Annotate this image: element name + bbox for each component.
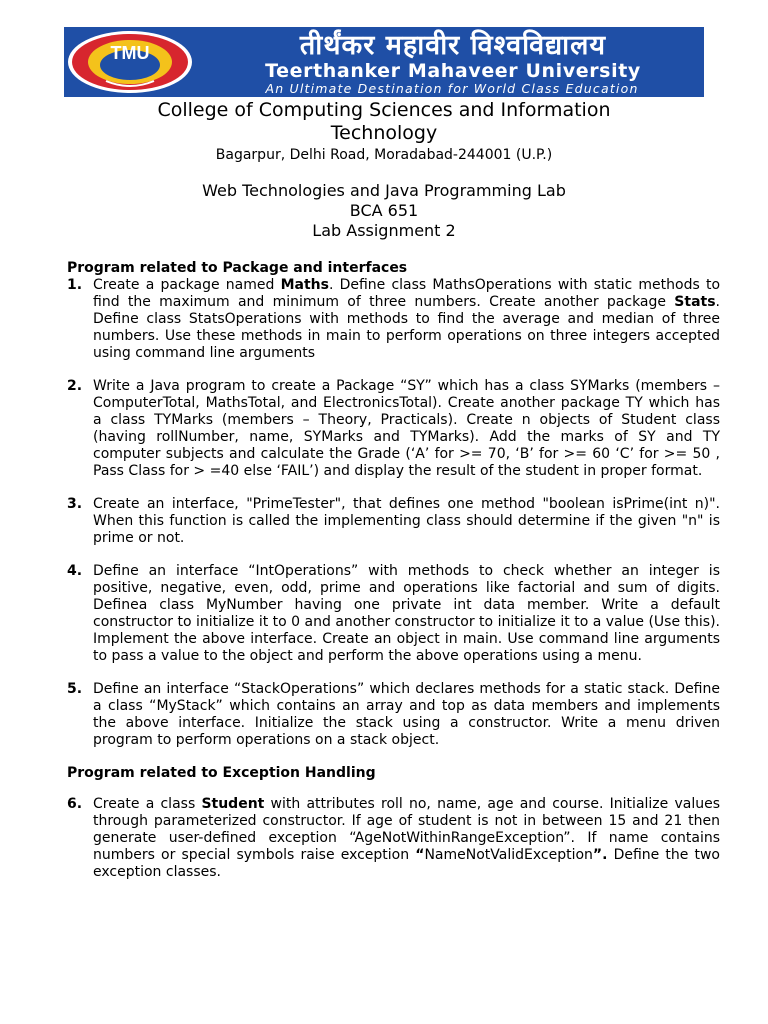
question-number: 2.	[67, 378, 83, 394]
question-text: Write a Java program to create a Package “SY” which has a class SYMarks (members – ComputerTotal, MathsTotal, and ElectronicsTotal). Create another package TY which has a class TYMarks (members – Theory, Practicals). Create n objects of Student class (having rollNumber, name, SYMarks and TYMarks). Add the marks of SY and TY computer subjects and calculate the Grade (‘A’ for >= 70, ‘B’ for >= 60 ‘C’ for >= 50 , Pass Class for > =40 else ‘FAIL’) and display the result of the student in proper format.	[93, 378, 720, 479]
assignment-content	[67, 260, 720, 881]
university-tagline: An Ultimate Destination for World Class Education	[265, 81, 639, 96]
college-address: Bagarpur, Delhi Road, Moradabad-244001 (U.P.)	[215, 147, 553, 163]
svg-text:TMU: TMU	[110, 43, 150, 63]
course-name: Web Technologies and Java Programming Lab	[202, 181, 566, 200]
university-name-hindi: तीर्थंकर महावीर विश्वविद्यालय	[299, 30, 607, 61]
course-code: BCA 651	[349, 201, 419, 220]
question-item	[67, 796, 720, 881]
section-title: Program related to Package and interfaces	[67, 260, 408, 276]
question-text: Create a class Student with attributes roll no, name, age and course. Initialize values through parameterized constructor. If age of student is not in between 15 and 21 then generate user-defined exception “AgeNotWithinRangeException”. If name contains numbers or special symbols raise exception “NameNotValidException”. Define the two exception classes.	[93, 796, 720, 880]
college-name	[64, 99, 704, 145]
question-number: 6.	[67, 796, 83, 812]
question-item	[67, 378, 720, 480]
college-name-line1: College of Computing Sciences and Information	[157, 99, 611, 121]
university-name-english: Teerthanker Mahaveer University	[265, 60, 641, 82]
question-number: 4.	[67, 563, 83, 579]
question-number: 5.	[67, 681, 83, 697]
question-item	[67, 277, 720, 362]
section-title: Program related to Exception Handling	[67, 765, 376, 781]
college-name-line2: Technology	[330, 122, 438, 144]
course-heading	[64, 181, 704, 241]
question-text: Define an interface “StackOperations” which declares methods for a static stack. Define a class “MyStack” which contains an array and top as data members and implements the above interface. Initialize the stack using a constructor. Write a menu driven program to perform operations on a stack object.	[93, 681, 720, 748]
question-number: 3.	[67, 496, 83, 512]
question-text: Create an interface, "PrimeTester", that defines one method "boolean isPrime(int n)". When this function is called the implementing class should determine if the given "n" is prime or not.	[93, 496, 720, 546]
question-text: Create a package named Maths. Define class MathsOperations with static methods to find the maximum and minimum of three numbers. Create another package Stats. Define class StatsOperations with methods to find the average and median of three numbers. Use these methods in main to perform operations on three integers accepted using command line arguments	[93, 277, 721, 361]
question-item	[67, 563, 720, 665]
question-number: 1.	[67, 277, 83, 293]
question-item	[67, 681, 720, 749]
question-text: Define an interface “IntOperations” with methods to check whether an integer is positive, negative, even, odd, prime and operations like factorial and sum of digits. Definea class MyNumber having one private int data member. Write a default constructor to initialize it to 0 and another constructor to initialize it to a value (Use this). Implement the above interface. Create an object in main. Use command line arguments to pass a value to the object and perform the above operations using a menu.	[93, 563, 720, 664]
question-item	[67, 496, 720, 547]
assignment-title: Lab Assignment 2	[312, 221, 456, 240]
university-logo	[66, 29, 194, 95]
university-banner	[64, 27, 704, 97]
